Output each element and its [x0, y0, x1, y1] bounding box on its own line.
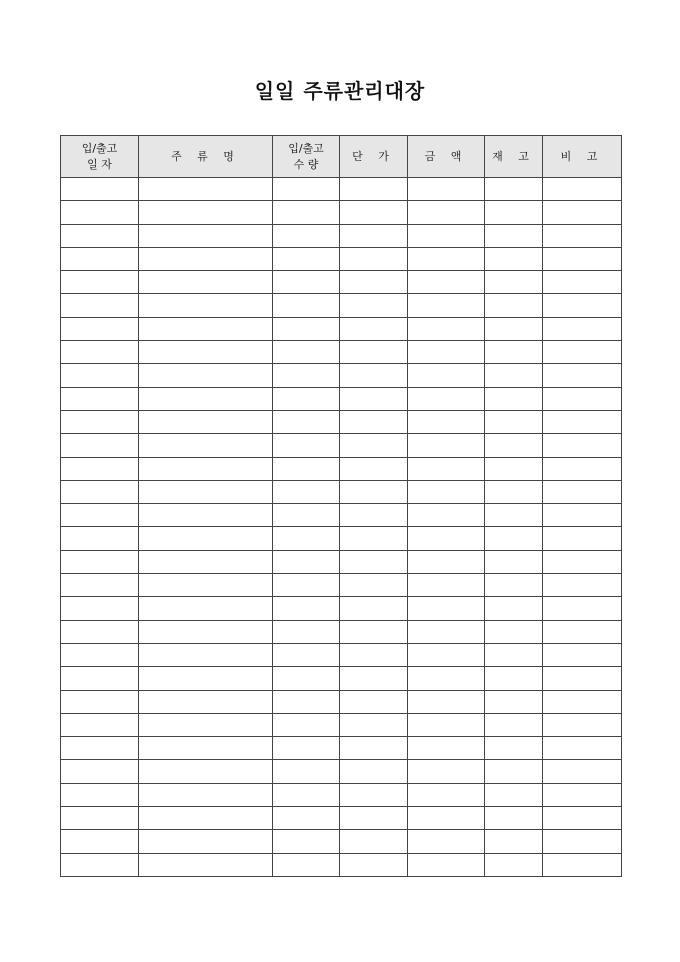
cell-liquor-name[interactable] [139, 783, 273, 806]
cell-amount[interactable] [408, 294, 485, 317]
cell-amount[interactable] [408, 247, 485, 270]
cell-amount[interactable] [408, 807, 485, 830]
cell-unit-price[interactable] [340, 597, 408, 620]
table-row [61, 574, 622, 597]
cell-date[interactable] [61, 620, 139, 643]
cell-amount[interactable] [408, 457, 485, 480]
cell-liquor-name[interactable] [139, 434, 273, 457]
cell-quantity[interactable] [273, 807, 340, 830]
liquor-ledger-table [60, 135, 622, 877]
cell-remarks[interactable] [543, 247, 622, 270]
cell-liquor-name[interactable] [139, 317, 273, 340]
cell-date[interactable] [61, 853, 139, 876]
cell-stock[interactable] [485, 294, 543, 317]
cell-amount[interactable] [408, 574, 485, 597]
cell-quantity[interactable] [273, 294, 340, 317]
cell-quantity[interactable] [273, 830, 340, 853]
cell-date[interactable] [61, 271, 139, 294]
cell-date[interactable] [61, 317, 139, 340]
cell-stock[interactable] [485, 690, 543, 713]
cell-amount[interactable] [408, 550, 485, 573]
cell-liquor-name[interactable] [139, 643, 273, 666]
cell-stock[interactable] [485, 480, 543, 503]
cell-unit-price[interactable] [340, 830, 408, 853]
cell-date[interactable] [61, 597, 139, 620]
cell-date[interactable] [61, 457, 139, 480]
table-row [61, 713, 622, 736]
cell-liquor-name[interactable] [139, 410, 273, 433]
cell-remarks[interactable] [543, 597, 622, 620]
cell-date[interactable] [61, 434, 139, 457]
cell-date[interactable] [61, 667, 139, 690]
header-amount-label: 금 액 [424, 149, 468, 163]
cell-date[interactable] [61, 294, 139, 317]
header-unit-price [340, 136, 408, 178]
cell-liquor-name[interactable] [139, 294, 273, 317]
cell-stock[interactable] [485, 247, 543, 270]
table-row [61, 387, 622, 410]
cell-stock[interactable] [485, 201, 543, 224]
table-row [61, 620, 622, 643]
cell-unit-price[interactable] [340, 201, 408, 224]
cell-quantity[interactable] [273, 457, 340, 480]
cell-remarks[interactable] [543, 690, 622, 713]
page-title: 일일 주류관리대장 [254, 79, 426, 103]
cell-date[interactable] [61, 410, 139, 433]
cell-amount[interactable] [408, 643, 485, 666]
cell-stock[interactable] [485, 271, 543, 294]
header-row [61, 136, 622, 178]
cell-unit-price[interactable] [340, 294, 408, 317]
header-date-line1: 입/출고 [81, 141, 118, 155]
cell-unit-price[interactable] [340, 178, 408, 201]
cell-date[interactable] [61, 341, 139, 364]
cell-liquor-name[interactable] [139, 574, 273, 597]
cell-amount[interactable] [408, 504, 485, 527]
cell-liquor-name[interactable] [139, 760, 273, 783]
cell-amount[interactable] [408, 480, 485, 503]
cell-remarks[interactable] [543, 620, 622, 643]
cell-remarks[interactable] [543, 457, 622, 480]
cell-liquor-name[interactable] [139, 667, 273, 690]
table-row [61, 597, 622, 620]
cell-liquor-name[interactable] [139, 597, 273, 620]
cell-stock[interactable] [485, 574, 543, 597]
header-liquor-name [139, 136, 273, 178]
cell-stock[interactable] [485, 504, 543, 527]
cell-quantity[interactable] [273, 667, 340, 690]
cell-liquor-name[interactable] [139, 713, 273, 736]
header-liquor-name-label: 주 류 명 [171, 149, 240, 163]
cell-date[interactable] [61, 737, 139, 760]
cell-remarks[interactable] [543, 317, 622, 340]
cell-quantity[interactable] [273, 224, 340, 247]
cell-date[interactable] [61, 807, 139, 830]
cell-liquor-name[interactable] [139, 620, 273, 643]
cell-stock[interactable] [485, 620, 543, 643]
cell-remarks[interactable] [543, 294, 622, 317]
cell-liquor-name[interactable] [139, 341, 273, 364]
cell-remarks[interactable] [543, 527, 622, 550]
cell-quantity[interactable] [273, 480, 340, 503]
cell-quantity[interactable] [273, 364, 340, 387]
cell-quantity[interactable] [273, 737, 340, 760]
cell-liquor-name[interactable] [139, 830, 273, 853]
cell-unit-price[interactable] [340, 271, 408, 294]
cell-stock[interactable] [485, 410, 543, 433]
cell-amount[interactable] [408, 690, 485, 713]
cell-stock[interactable] [485, 387, 543, 410]
header-stock-label: 재 고 [492, 149, 535, 163]
cell-remarks[interactable] [543, 667, 622, 690]
table-row [61, 317, 622, 340]
cell-amount[interactable] [408, 201, 485, 224]
cell-liquor-name[interactable] [139, 457, 273, 480]
cell-unit-price[interactable] [340, 783, 408, 806]
cell-amount[interactable] [408, 271, 485, 294]
cell-quantity[interactable] [273, 317, 340, 340]
cell-liquor-name[interactable] [139, 480, 273, 503]
cell-quantity[interactable] [273, 271, 340, 294]
cell-liquor-name[interactable] [139, 364, 273, 387]
header-date [61, 136, 139, 178]
cell-unit-price[interactable] [340, 387, 408, 410]
cell-quantity[interactable] [273, 690, 340, 713]
cell-amount[interactable] [408, 410, 485, 433]
cell-date[interactable] [61, 643, 139, 666]
table-row [61, 247, 622, 270]
cell-stock[interactable] [485, 713, 543, 736]
table-row [61, 830, 622, 853]
cell-liquor-name[interactable] [139, 178, 273, 201]
cell-stock[interactable] [485, 224, 543, 247]
cell-remarks[interactable] [543, 760, 622, 783]
cell-liquor-name[interactable] [139, 201, 273, 224]
table-row [61, 643, 622, 666]
table-row [61, 807, 622, 830]
header-amount [408, 136, 485, 178]
cell-date[interactable] [61, 247, 139, 270]
cell-stock[interactable] [485, 597, 543, 620]
cell-quantity[interactable] [273, 504, 340, 527]
cell-stock[interactable] [485, 317, 543, 340]
cell-unit-price[interactable] [340, 364, 408, 387]
cell-date[interactable] [61, 201, 139, 224]
cell-liquor-name[interactable] [139, 737, 273, 760]
cell-amount[interactable] [408, 317, 485, 340]
cell-unit-price[interactable] [340, 341, 408, 364]
cell-liquor-name[interactable] [139, 690, 273, 713]
header-quantity-line2: 수 량 [293, 157, 319, 171]
cell-stock[interactable] [485, 807, 543, 830]
cell-remarks[interactable] [543, 201, 622, 224]
cell-amount[interactable] [408, 713, 485, 736]
header-remarks-label: 비 고 [560, 149, 604, 163]
cell-stock[interactable] [485, 434, 543, 457]
cell-remarks[interactable] [543, 434, 622, 457]
cell-stock[interactable] [485, 783, 543, 806]
cell-stock[interactable] [485, 527, 543, 550]
cell-remarks[interactable] [543, 387, 622, 410]
cell-unit-price[interactable] [340, 457, 408, 480]
cell-date[interactable] [61, 760, 139, 783]
cell-unit-price[interactable] [340, 667, 408, 690]
cell-liquor-name[interactable] [139, 271, 273, 294]
cell-liquor-name[interactable] [139, 807, 273, 830]
cell-amount[interactable] [408, 830, 485, 853]
cell-unit-price[interactable] [340, 737, 408, 760]
cell-unit-price[interactable] [340, 620, 408, 643]
cell-liquor-name[interactable] [139, 387, 273, 410]
cell-unit-price[interactable] [340, 317, 408, 340]
cell-stock[interactable] [485, 853, 543, 876]
cell-stock[interactable] [485, 341, 543, 364]
cell-stock[interactable] [485, 550, 543, 573]
cell-stock[interactable] [485, 364, 543, 387]
cell-date[interactable] [61, 830, 139, 853]
cell-remarks[interactable] [543, 783, 622, 806]
cell-date[interactable] [61, 387, 139, 410]
cell-quantity[interactable] [273, 853, 340, 876]
cell-remarks[interactable] [543, 178, 622, 201]
header-quantity-line1: 입/출고 [288, 141, 324, 155]
table-row [61, 341, 622, 364]
cell-quantity[interactable] [273, 247, 340, 270]
cell-unit-price[interactable] [340, 760, 408, 783]
cell-stock[interactable] [485, 760, 543, 783]
cell-unit-price[interactable] [340, 504, 408, 527]
cell-remarks[interactable] [543, 480, 622, 503]
table-row [61, 783, 622, 806]
cell-remarks[interactable] [543, 410, 622, 433]
table-row [61, 410, 622, 433]
cell-date[interactable] [61, 550, 139, 573]
cell-quantity[interactable] [273, 760, 340, 783]
table-row [61, 224, 622, 247]
header-date-line2: 일 자 [87, 157, 112, 171]
table-row [61, 737, 622, 760]
cell-unit-price[interactable] [340, 480, 408, 503]
cell-quantity[interactable] [273, 550, 340, 573]
cell-amount[interactable] [408, 224, 485, 247]
cell-amount[interactable] [408, 341, 485, 364]
cell-remarks[interactable] [543, 271, 622, 294]
table-row [61, 178, 622, 201]
cell-remarks[interactable] [543, 574, 622, 597]
table-row [61, 690, 622, 713]
cell-amount[interactable] [408, 760, 485, 783]
cell-stock[interactable] [485, 830, 543, 853]
cell-quantity[interactable] [273, 620, 340, 643]
cell-quantity[interactable] [273, 783, 340, 806]
cell-stock[interactable] [485, 667, 543, 690]
table-row [61, 760, 622, 783]
cell-remarks[interactable] [543, 737, 622, 760]
cell-unit-price[interactable] [340, 434, 408, 457]
cell-stock[interactable] [485, 178, 543, 201]
cell-quantity[interactable] [273, 527, 340, 550]
cell-remarks[interactable] [543, 807, 622, 830]
cell-stock[interactable] [485, 457, 543, 480]
cell-remarks[interactable] [543, 853, 622, 876]
cell-quantity[interactable] [273, 178, 340, 201]
cell-unit-price[interactable] [340, 690, 408, 713]
cell-date[interactable] [61, 480, 139, 503]
cell-quantity[interactable] [273, 410, 340, 433]
cell-unit-price[interactable] [340, 410, 408, 433]
cell-unit-price[interactable] [340, 853, 408, 876]
cell-amount[interactable] [408, 178, 485, 201]
cell-amount[interactable] [408, 737, 485, 760]
cell-liquor-name[interactable] [139, 247, 273, 270]
cell-amount[interactable] [408, 667, 485, 690]
cell-remarks[interactable] [543, 550, 622, 573]
cell-quantity[interactable] [273, 713, 340, 736]
cell-quantity[interactable] [273, 597, 340, 620]
cell-remarks[interactable] [543, 364, 622, 387]
cell-unit-price[interactable] [340, 643, 408, 666]
table-row [61, 201, 622, 224]
cell-date[interactable] [61, 713, 139, 736]
cell-quantity[interactable] [273, 387, 340, 410]
table-row [61, 271, 622, 294]
cell-amount[interactable] [408, 783, 485, 806]
cell-stock[interactable] [485, 643, 543, 666]
cell-liquor-name[interactable] [139, 550, 273, 573]
cell-liquor-name[interactable] [139, 527, 273, 550]
cell-unit-price[interactable] [340, 550, 408, 573]
cell-quantity[interactable] [273, 574, 340, 597]
cell-quantity[interactable] [273, 341, 340, 364]
cell-amount[interactable] [408, 597, 485, 620]
table-row [61, 853, 622, 876]
cell-remarks[interactable] [543, 224, 622, 247]
table-row [61, 457, 622, 480]
cell-unit-price[interactable] [340, 224, 408, 247]
cell-date[interactable] [61, 574, 139, 597]
cell-amount[interactable] [408, 387, 485, 410]
cell-quantity[interactable] [273, 643, 340, 666]
cell-amount[interactable] [408, 853, 485, 876]
header-quantity [273, 136, 340, 178]
cell-remarks[interactable] [543, 643, 622, 666]
cell-remarks[interactable] [543, 713, 622, 736]
table-row [61, 294, 622, 317]
cell-date[interactable] [61, 690, 139, 713]
table-row [61, 527, 622, 550]
cell-unit-price[interactable] [340, 527, 408, 550]
cell-remarks[interactable] [543, 830, 622, 853]
cell-amount[interactable] [408, 434, 485, 457]
cell-unit-price[interactable] [340, 713, 408, 736]
cell-unit-price[interactable] [340, 807, 408, 830]
cell-liquor-name[interactable] [139, 853, 273, 876]
cell-amount[interactable] [408, 364, 485, 387]
header-unit-price-label: 단 가 [352, 149, 395, 163]
table-row [61, 504, 622, 527]
cell-date[interactable] [61, 783, 139, 806]
cell-date[interactable] [61, 224, 139, 247]
table-row [61, 667, 622, 690]
ledger-body [61, 178, 622, 877]
table-row [61, 480, 622, 503]
table-row [61, 550, 622, 573]
cell-date[interactable] [61, 178, 139, 201]
cell-liquor-name[interactable] [139, 504, 273, 527]
cell-amount[interactable] [408, 620, 485, 643]
cell-unit-price[interactable] [340, 574, 408, 597]
table-row [61, 434, 622, 457]
cell-amount[interactable] [408, 527, 485, 550]
cell-remarks[interactable] [543, 341, 622, 364]
cell-unit-price[interactable] [340, 247, 408, 270]
cell-date[interactable] [61, 504, 139, 527]
cell-quantity[interactable] [273, 434, 340, 457]
cell-liquor-name[interactable] [139, 224, 273, 247]
cell-quantity[interactable] [273, 201, 340, 224]
table-row [61, 364, 622, 387]
cell-remarks[interactable] [543, 504, 622, 527]
cell-date[interactable] [61, 527, 139, 550]
cell-stock[interactable] [485, 737, 543, 760]
header-remarks [543, 136, 622, 178]
cell-date[interactable] [61, 364, 139, 387]
header-stock [485, 136, 543, 178]
